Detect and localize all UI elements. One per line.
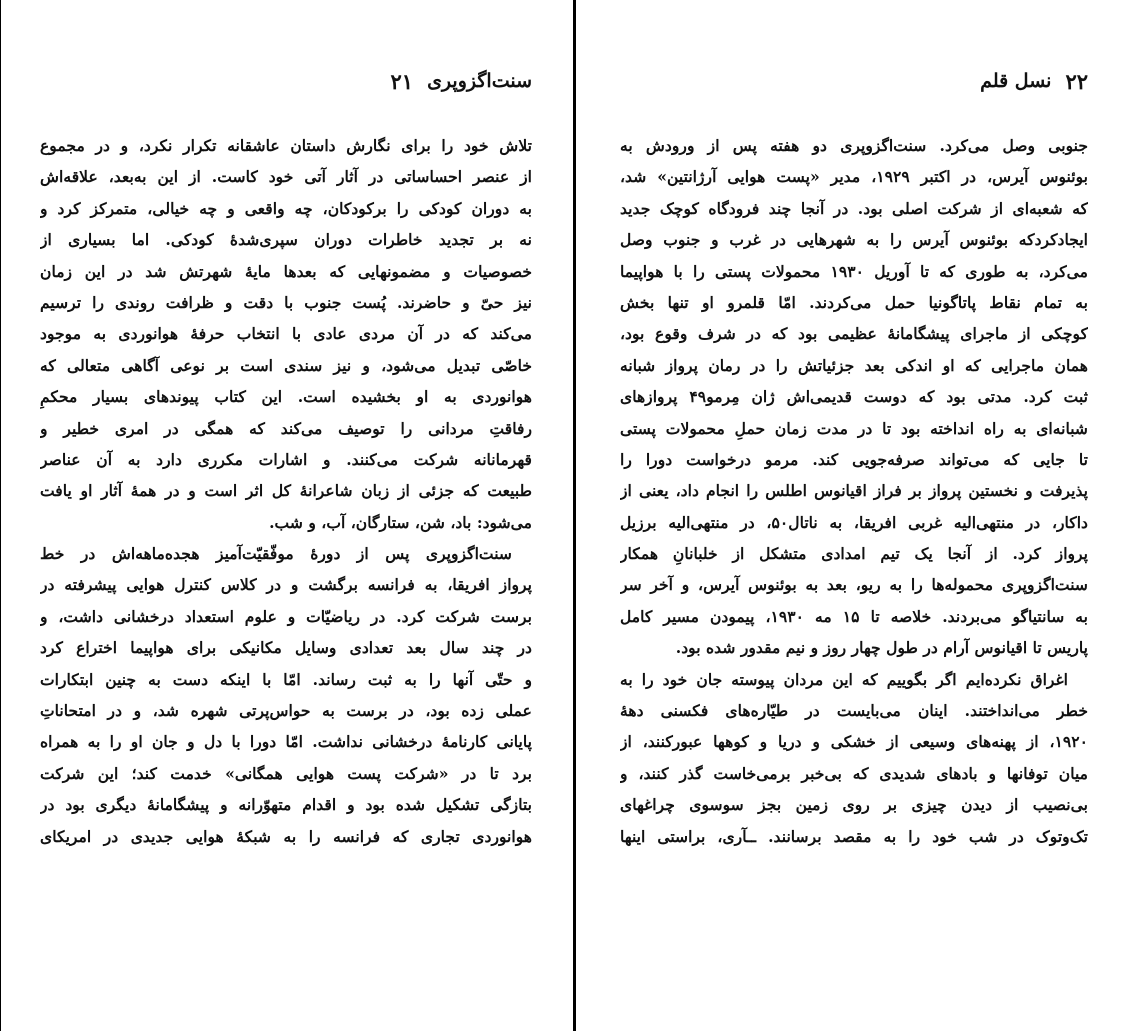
text-line: نه بر تجدید خاطرات دوران سپری‌شدهٔ کودکی. اما بسیاری از	[40, 230, 532, 250]
text-line: به تمام نقاط پاتاگونیا حمل می‌کردند. امّا قلمرو او تنها بخش	[620, 292, 1088, 312]
text-line: رفاقتِ مردانی را توصیف می‌کند که همگی در امری خطیر و	[40, 418, 532, 438]
text-line: پرواز کرد. از آنجا یک تیم امدادی متشکل از خلبانانِ همکار	[620, 544, 1088, 564]
text-line: به سانتیاگو می‌بردند. خلاصه تا ۱۵ مه ۱۹۳۰، پیمودن مسیر کامل	[620, 606, 1088, 626]
page-edge	[0, 0, 1, 1031]
left-page-header	[40, 64, 532, 98]
text-line: ثبت کرد. مدتی بود که دوست قدیمی‌اش ژان مِرمو۴۹ پروازهای	[620, 387, 1088, 407]
right-page-text	[620, 130, 1088, 852]
right-header-group	[980, 69, 1088, 94]
text-line: داکار، در منتهی‌الیه غربی افریقا، به ناتال۵۰، در منتهی‌الیه برزیل	[620, 512, 1088, 532]
text-line: که شعبه‌ای از شرکت اصلی بود. در آنجا چند فرودگاه کوچک جدید	[620, 198, 1088, 218]
text-line: بتازگی تشکیل شده بود و اقدام متهوّرانه و پیشگامانهٔ دیگری بود در	[40, 795, 532, 815]
page-number: ۲۱	[390, 68, 414, 94]
page-number: ۲۲	[1065, 68, 1088, 94]
text-line: نیز حیّ و حاضرند. پُست جنوب با دقت و ظرافت روندی را ترسیم	[40, 292, 532, 312]
text-line: پرواز افریقا، به فرانسه برگشت و در کلاس کنترل هوایی پیشرفته در	[40, 575, 532, 595]
book-spine-divider	[573, 0, 576, 1031]
text-line: پذیرفت و نخستین پرواز بر فراز اقیانوس اطلس را انجام داد، یعنی از	[620, 481, 1088, 501]
text-line: کوچکی از ماجرای پیشگامانهٔ عظیمی بود که در شرف وقوع بود،	[620, 324, 1088, 344]
left-header-group	[391, 69, 533, 94]
text-line: خاصّی تبدیل می‌شود، و نیز سندی است بر نوعی آگاهی متعالی که	[40, 355, 532, 375]
text-line: هوانوردی تجاری که فرانسه را به شبکهٔ هوایی جدیدی در امریکای	[40, 826, 532, 846]
text-line: تا جایی که می‌تواند صرفه‌جویی کند. مرمو درخواست دورا را	[620, 449, 1088, 469]
text-line: برد تا در «شرکت پست هوایی همگانی» خدمت کند؛ این شرکت	[40, 763, 532, 783]
right-page	[620, 0, 1088, 1031]
text-line: همان ماجرایی که او اندکی بعد جزئیاتش را در رمان پرواز شبانه	[620, 355, 1088, 375]
text-line: می‌کرد، به طوری که تا آوریل ۱۹۳۰ محمولات پستی را با هواپیما	[620, 261, 1088, 281]
text-line: سنت‌اگزوپری پس از دورهٔ موفّقیّت‌آمیز هجده‌ماهه‌اش در خط	[40, 544, 512, 564]
text-line: سنت‌اگزوپری محموله‌ها را به ریو، بعد به بوئنوس آیرس، و آخر سر	[620, 575, 1088, 595]
text-line: می‌شود: باد، شن، ستارگان، آب، و شب.	[269, 512, 532, 532]
text-line: میان توفانها و بادهای شدیدی که بی‌خبر برمی‌خاست گذر کنند، و	[620, 763, 1088, 783]
text-line: در چند سال بعد تعدادی وسایل مکانیکی برای هواپیما اختراع کرد	[40, 638, 532, 658]
text-line: می‌کند که در آن مردی عادی با انتخاب حرفهٔ هوانوردی به موجود	[40, 324, 532, 344]
text-line: اغراق نکرده‌ایم اگر بگوییم که این مردان پیوسته جان خود را به	[620, 669, 1068, 689]
text-line: تلاش خود را برای نگارش داستان عاشقانه تکرار نکرد، و در مجموع	[40, 136, 532, 155]
text-line: برست شرکت کرد. در ریاضیّات و علوم استعداد درخشانی داشت، و	[40, 606, 532, 626]
text-line: ایجادکردکه بوئنوس آیرس را به شهرهایی در غرب و جنوب وصل	[620, 230, 1088, 250]
text-line: ۱۹۲۰، از پهنه‌های وسیعی از خشکی و دریا و کوهها عبورکنند، از	[620, 732, 1088, 752]
running-title: نسل قلم	[980, 70, 1052, 92]
text-line: پایانی کارنامهٔ درخشانی نداشت. امّا دورا با دل و جان او را به همراه	[40, 732, 532, 752]
text-line: شبانه‌ای به راه انداخته بود تا در مدت زمان حملِ محمولات پستی	[620, 418, 1088, 438]
text-line: به دوران کودکی را برکودکان، چه واقعی و چه خیالی، متمرکز کرد و	[40, 198, 532, 218]
left-page-text	[40, 130, 532, 852]
text-line: جنوبی وصل می‌کرد. سنت‌اگزوپری دو هفته پس از ورودش به	[620, 136, 1088, 155]
text-line: قهرمانانه شرکت می‌کنند. و اشارات مکرری دارد به آن عناصر	[40, 449, 532, 469]
text-line: خطر می‌انداختند. اینان می‌بایست در طیّاره‌های فکسنی دههٔ	[620, 701, 1088, 721]
text-line: بوئنوس آیرس، در اکتبر ۱۹۲۹، مدیر «پست هوایی آرژانتین» شد،	[620, 167, 1088, 187]
right-page-header	[620, 64, 1088, 98]
text-line: هوانوردی به او بخشیده است. این کتاب پیوندهای بسیار محکمِ	[40, 387, 532, 407]
text-line: از عنصر احساساتی در آثار آتی خود کاست. از این به‌بعد، علاقه‌اش	[40, 167, 532, 187]
text-line: تک‌وتوک در شب خود را به مقصد برسانند. ــآری، براستی اینها	[620, 826, 1088, 846]
text-line: طبیعت که جزئی از زبان شاعرانهٔ کل اثر است و در همهٔ آثار او یافت	[40, 481, 532, 501]
text-line: بی‌نصیب از دیدن چیزی بر روی زمین بجز سوسوی چراغهای	[620, 795, 1088, 815]
text-line: و حتّی آنها را به ثبت رساند. امّا با اینکه دست به چنین ابتکارات	[40, 669, 532, 689]
running-title: سنت‌اگزوپری	[427, 70, 532, 92]
text-line: عملی زده بود، در برست به حواس‌پرتی شهره شد، و در امتحاناتِ	[40, 701, 532, 721]
left-page	[40, 0, 532, 1031]
text-line: خصوصیات و مضمونهایی که بعدها مایهٔ شهرتش شد در این زمان	[40, 261, 532, 281]
text-line: پاریس تا اقیانوس آرام در طول چهار روز و نیم مقدور شده بود.	[675, 638, 1088, 658]
